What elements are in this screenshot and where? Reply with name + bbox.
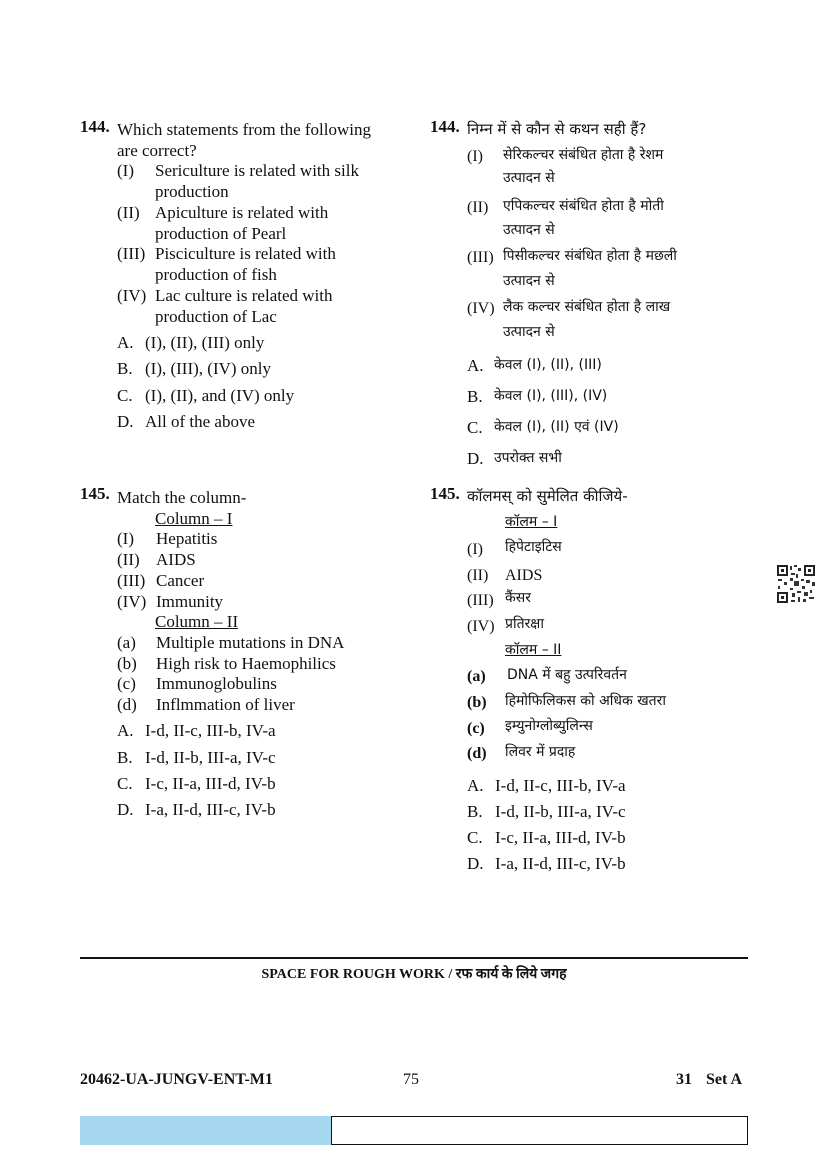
statement-label: (IV) [117, 286, 147, 305]
column-item-text: Cancer [156, 571, 205, 590]
option-text: (I), (II), (III) only [145, 333, 265, 352]
option-text: I-d, II-b, III-a, IV-c [145, 748, 276, 767]
column-item-text: High risk to Haemophilics [156, 654, 336, 673]
column-item-text: AIDS [156, 550, 196, 569]
set-number: 31 [676, 1071, 692, 1088]
set-label: Set A [706, 1071, 742, 1088]
question-number-144-hi: 144. [430, 117, 460, 136]
column-item-label: (a) [117, 633, 136, 652]
statement-text: Sericulture is related with silk [155, 161, 359, 180]
statement-label: (IV) [467, 300, 495, 317]
column-item-text: हिपेटाइटिस [505, 539, 562, 555]
statement-label: (III) [117, 244, 146, 263]
column-1-title-hi: कॉलम – I [505, 514, 558, 530]
column-item-label: (II) [117, 550, 140, 569]
statement-text: एपिकल्चर संबंधित होता है मोती [503, 198, 664, 214]
option-text: केवल (I), (II) एवं (IV) [494, 419, 619, 435]
option-text: केवल (I), (III), (IV) [494, 388, 608, 404]
column-1-title: Column – I [155, 509, 233, 528]
question-stem-145-en: Match the column- [117, 488, 247, 507]
question-stem-145-hi: कॉलमस् को सुमेलित कीजिये- [467, 487, 628, 505]
column-item-text: कैंसर [505, 590, 531, 606]
statement-text: लैक कल्चर संबंधित होता है लाख [503, 299, 671, 315]
rough-work-divider [80, 957, 748, 959]
option-label: A. [117, 333, 134, 352]
statement-text: पिसीकल्चर संबंधित होता है मछली [503, 248, 677, 264]
column-item-text: Hepatitis [156, 529, 218, 548]
question-stem-144-en-line1: Which statements from the following [117, 120, 371, 139]
column-item-text: Immunity [156, 592, 224, 611]
option-label: B. [117, 748, 133, 767]
statement-text: Lac culture is related with [155, 286, 333, 305]
column-item-label: (IV) [117, 592, 147, 611]
column-item-text: AIDS [505, 567, 543, 584]
footer-color-bar [80, 1116, 331, 1145]
option-label: B. [467, 802, 483, 821]
column-item-label: (d) [467, 745, 487, 762]
statement-label: (I) [467, 148, 483, 165]
option-text: I-d, II-c, III-b, IV-a [145, 721, 276, 740]
statement-text: उत्पादन से [503, 222, 555, 238]
statement-label: (II) [467, 199, 489, 216]
column-2-title: Column – II [155, 612, 239, 631]
column-item-text: लिवर में प्रदाह [505, 744, 576, 760]
option-label: D. [117, 800, 134, 819]
option-text: I-c, II-a, III-d, IV-b [145, 774, 276, 793]
option-text: All of the above [145, 412, 255, 431]
question-stem-144-en-line2: are correct? [117, 141, 197, 160]
statement-text: production of Lac [155, 307, 277, 326]
option-text: I-c, II-a, III-d, IV-b [495, 828, 626, 847]
column-item-text: Multiple mutations in DNA [156, 633, 345, 652]
column-item-text: DNA में बहु उत्परिवर्तन [507, 667, 627, 683]
statement-text: Pisciculture is related with [155, 244, 336, 263]
option-text: I-a, II-d, III-c, IV-b [145, 800, 276, 819]
option-text: (I), (II), and (IV) only [145, 386, 295, 405]
option-label: D. [117, 412, 134, 431]
column-item-text: इम्युनोग्लोब्युलिन्स [505, 718, 593, 734]
option-text: I-a, II-d, III-c, IV-b [495, 854, 626, 873]
column-item-text: हिमोफिलिकस को अधिक खतरा [505, 693, 667, 709]
option-label: C. [117, 774, 133, 793]
statement-label: (II) [117, 203, 140, 222]
option-label: A. [467, 776, 484, 795]
column-item-label: (b) [467, 694, 487, 711]
column-item-label: (b) [117, 654, 137, 673]
statement-text: production of fish [155, 265, 277, 284]
column-item-text: प्रतिरक्षा [505, 616, 544, 632]
option-label: B. [117, 359, 133, 378]
column-2-title-hi: कॉलम – II [505, 642, 562, 658]
question-number-145-en: 145. [80, 484, 110, 503]
option-label: C. [467, 828, 483, 847]
option-text: (I), (III), (IV) only [145, 359, 272, 378]
column-item-label: (IV) [467, 618, 495, 635]
statement-text: production [155, 182, 229, 201]
option-label: C. [467, 418, 483, 437]
footer-blank-box [331, 1116, 748, 1145]
statement-label: (I) [117, 161, 134, 180]
qr-code-icon [776, 564, 816, 604]
column-item-label: (c) [467, 720, 485, 737]
option-text: उपरोक्त सभी [494, 450, 562, 466]
option-label: B. [467, 387, 483, 406]
page-number: 75 [403, 1071, 419, 1088]
statement-text: उत्पादन से [503, 273, 555, 289]
statement-label: (III) [467, 249, 494, 266]
statement-text: उत्पादन से [503, 170, 555, 186]
option-label: A. [117, 721, 134, 740]
column-item-label: (d) [117, 695, 137, 714]
option-label: D. [467, 449, 484, 468]
question-number-145-hi: 145. [430, 484, 460, 503]
column-item-label: (III) [117, 571, 146, 590]
option-text: केवल (I), (II), (III) [494, 357, 602, 373]
column-item-label: (II) [467, 567, 489, 584]
statement-text: Apiculture is related with [155, 203, 329, 222]
column-item-text: Inflmmation of liver [156, 695, 295, 714]
column-item-label: (a) [467, 668, 486, 685]
column-item-label: (c) [117, 674, 136, 693]
question-stem-144-hi: निम्न में से कौन से कथन सही हैं? [467, 120, 647, 138]
option-label: A. [467, 356, 484, 375]
rough-work-label: SPACE FOR ROUGH WORK / रफ कार्य के लिये जगह [261, 967, 567, 982]
column-item-label: (I) [117, 529, 134, 548]
column-item-label: (III) [467, 592, 494, 609]
option-label: C. [117, 386, 133, 405]
option-text: I-d, II-b, III-a, IV-c [495, 802, 626, 821]
paper-code: 20462-UA-JUNGV-ENT-M1 [80, 1071, 273, 1088]
question-number-144-en: 144. [80, 117, 110, 136]
statement-text: उत्पादन से [503, 324, 555, 340]
option-label: D. [467, 854, 484, 873]
statement-text: सेरिकल्चर संबंधित होता है रेशम [503, 147, 664, 163]
statement-text: production of Pearl [155, 224, 287, 243]
column-item-text: Immunoglobulins [156, 674, 277, 693]
option-text: I-d, II-c, III-b, IV-a [495, 776, 626, 795]
column-item-label: (I) [467, 541, 483, 558]
